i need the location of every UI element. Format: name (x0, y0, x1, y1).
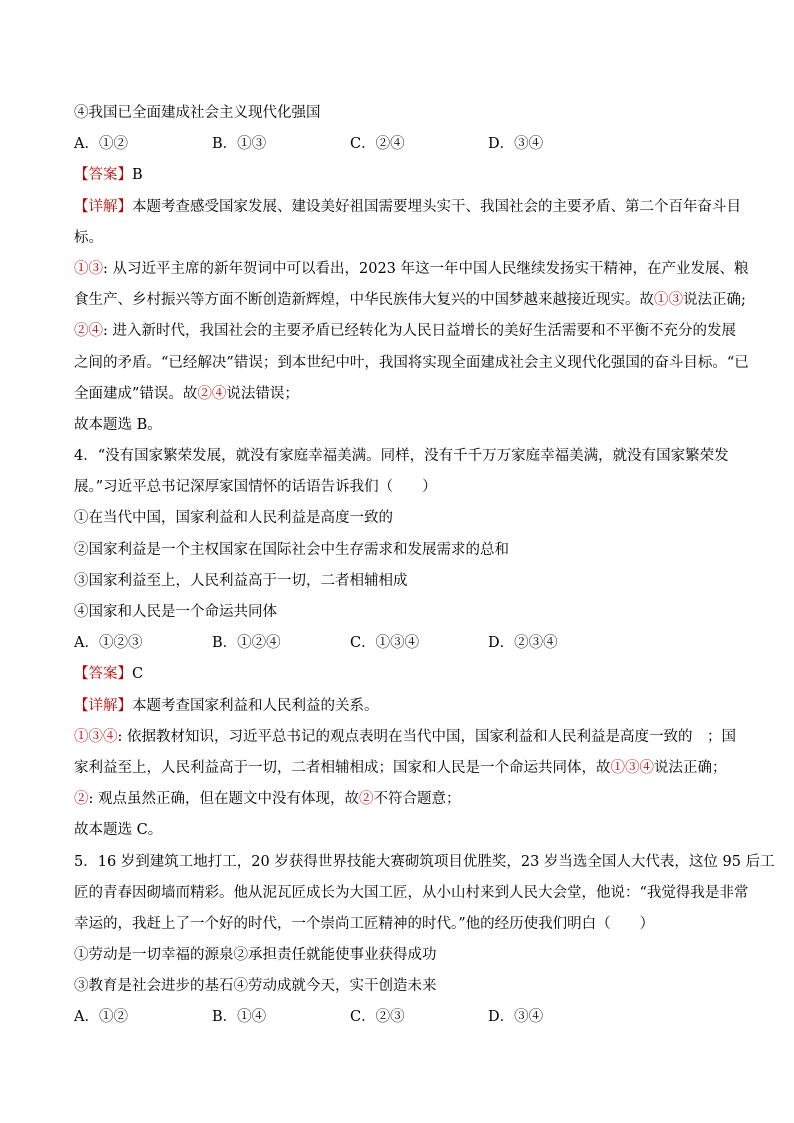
q5-option-d: D．③④ (488, 1009, 544, 1026)
analysis-text: 说法正确； (654, 759, 727, 776)
answer-value: C (132, 666, 144, 683)
q4-item-1: ①在当代中国，国家利益和人民利益是高度一致的 (74, 510, 393, 527)
q4-option-d: D．②③④ (488, 635, 558, 652)
q5-stem-line-1: 5．16 岁到建筑工地打工，20 岁获得世界技能大赛砌筑项目优胜奖，23 岁当选全国人大代表，这位 95 后工 (74, 853, 775, 870)
q5-option-b: B．①④ (212, 1009, 267, 1026)
q5-option-c: C．②③ (350, 1009, 405, 1026)
detail-tag: 【详解】 (74, 697, 132, 714)
document-page (74, 98, 775, 1034)
q3-analysis-1-line-1 (74, 254, 749, 285)
detail-text: 本题考查国家利益和人民利益的关系。 (132, 697, 379, 714)
q5-stem-line-2: 匠的青春因砌墙而精彩。他从泥瓦匠成长为大国工匠，从小山村来到人民大会堂，他说：“我觉得我是非常 (74, 884, 749, 901)
detail-text: 本题考查感受国家发展、建设美好祖国需要埋头实干、我国社会的主要矛盾、第二个百年奋斗目 (132, 198, 741, 215)
q4-analysis-1-line-2 (74, 753, 727, 784)
q4-item-2: ②国家利益是一个主权国家在国际社会中生存需求和发展需求的总和 (74, 541, 509, 558)
analysis-text: : 观点虽然正确，但在题文中没有体现，故 (88, 791, 359, 808)
item-marks: ①③④ (74, 728, 118, 745)
item-marks: ② (359, 791, 374, 808)
item-marks: ② (74, 791, 89, 808)
q3-detail-line-2: 标。 (74, 229, 103, 246)
q4-analysis-1-line-1 (74, 722, 736, 753)
detail-tag: 【详解】 (74, 198, 132, 215)
q4-options (74, 628, 724, 659)
analysis-text: 全面建成”错误。故 (74, 385, 198, 402)
q5-items-line-1: ①劳动是一切幸福的源泉②承担责任就能使事业获得成功 (74, 947, 437, 964)
item-marks: ②④ (197, 385, 227, 402)
q4-option-b: B．①②④ (212, 635, 281, 652)
q4-detail (74, 691, 724, 722)
q3-detail-line-1 (74, 192, 741, 223)
q3-item-4: ④我国已全面建成社会主义现代化强国 (74, 105, 321, 121)
q3-analysis-2-line-2: 之间的矛盾。“已经解决”错误；到本世纪中叶，我国将实现全面建成社会主义现代化强国的奋斗目标。“已 (74, 354, 749, 371)
q3-option-a: A．①② (74, 136, 128, 153)
q4-stem-line-1: 4．“没有国家繁荣发展，就没有家庭幸福美满。同样，没有千千万万家庭幸福美满，就没有国家繁荣发 (74, 448, 729, 465)
answer-tag: 【答案】 (74, 167, 132, 184)
item-marks: ①③ (74, 260, 103, 277)
item-marks: ①③ (654, 292, 683, 309)
q4-option-c: C．①③④ (350, 635, 420, 652)
answer-value: B (132, 167, 143, 184)
answer-tag: 【答案】 (74, 666, 132, 683)
analysis-text: 说法错误； (226, 385, 299, 402)
q4-option-a: A．①②③ (74, 635, 143, 652)
analysis-text: : 进入新时代，我国社会的主要矛盾已经转化为人民日益增长的美好生活需要和不平衡不充分的发展 (103, 323, 736, 340)
analysis-text: 不符合题意； (373, 791, 461, 808)
q3-option-c: C．②④ (350, 136, 405, 153)
item-marks: ①③④ (610, 759, 654, 776)
q4-item-3: ③国家利益至上，人民利益高于一切，二者相辅相成 (74, 572, 408, 589)
q4-conclusion: 故本题选 C。 (74, 822, 163, 839)
q5-options (74, 1002, 724, 1033)
q3-analysis-1-line-2 (74, 285, 746, 316)
q4-stem-line-2: 展。”习近平总书记深厚家国情怀的话语告诉我们（ ） (74, 479, 437, 496)
q3-answer (74, 160, 724, 191)
analysis-text: 家利益至上，人民利益高于一切，二者相辅相成；国家和人民是一个命运共同体，故 (74, 759, 611, 776)
q3-analysis-2-line-3 (74, 379, 724, 410)
q4-answer (74, 659, 724, 690)
q3-option-d: D．③④ (488, 136, 544, 153)
q5-stem-line-3: 幸运的，我赶上了一个好的时代，一个崇尚工匠精神的时代。”他的经历使我们明白（ ） (74, 915, 655, 932)
item-marks: ②④ (74, 323, 103, 340)
analysis-text: 说法正确; (683, 292, 746, 309)
q4-analysis-2 (74, 784, 724, 815)
analysis-text: : 从习近平主席的新年贺词中可以看出，2023 年这一年中国人民继续发扬实干精神，在产业发展、粮 (103, 260, 749, 277)
analysis-text: : 依据教材知识，习近平总书记的观点表明在当代中国，国家利益和人民利益是高度一致的 ；国 (117, 728, 736, 745)
q3-analysis-2-line-1 (74, 316, 736, 347)
q3-conclusion: 故本题选 B。 (74, 416, 162, 433)
q3-option-b: B．①③ (212, 136, 267, 153)
q5-option-a: A．①② (74, 1009, 128, 1026)
q4-item-4: ④国家和人民是一个命运共同体 (74, 604, 277, 620)
q5-items-line-2: ③教育是社会进步的基石④劳动成就今天，实干创造未来 (74, 978, 437, 995)
analysis-text: 食生产、乡村振兴等方面不断创造新辉煌，中华民族伟大复兴的中国梦越来越接近现实。故 (74, 292, 654, 309)
q3-options (74, 129, 724, 160)
